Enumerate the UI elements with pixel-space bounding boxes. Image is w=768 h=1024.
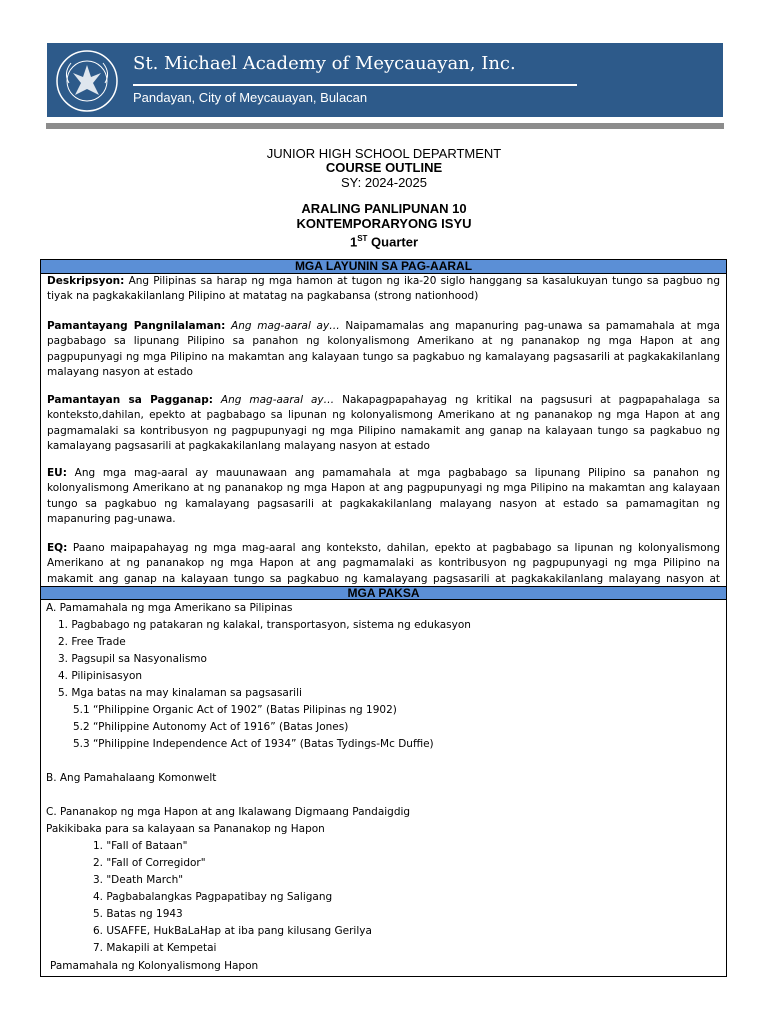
quarter-number: 1	[349, 234, 358, 250]
content-standard-label: Pamantayang Pangnilalaman:	[47, 320, 226, 332]
description-paragraph	[47, 274, 720, 305]
eu-paragraph	[47, 466, 720, 528]
subject-subtitle: KONTEMPORARYONG ISYU	[296, 216, 472, 231]
list-item: 5.2 “Philippine Autonomy Act of 1916” (Batas Jones)	[73, 721, 349, 733]
quarter-label	[0, 231, 768, 249]
list-item: 1. Pagbabago ng patakaran ng kalakal, transportasyon, sistema ng edukasyon	[58, 619, 471, 631]
topic-a: A. Pamamahala ng mga Amerikano sa Pilipinas	[46, 602, 293, 614]
eq-text: Paano maipapahayag ng mga mag-aaral ang konteksto, dahilan, epekto at pagbabago sa lipunan ng kolonyalismong Amerikano at ng pananakop ng mga Hapon at ang pagmamalaki as kontribusyon ng pagpupunyagi ng mga Pilipino na makamit ang ganap na kalayaan tungo sa pagkabuo ng kamalayang pagsasarili at pagkakakilanlang malayang nasyon at	[47, 542, 720, 585]
eu-text: Ang mga mag-aaral ay mauunawaan ang pamamahala at mga pagbabago sa lipunang Pilipino sa panahon ng kolonyalismong Amerikano at ng pananakop ng mga Hapon at ang pagpupunyagi ng mga Pilipino na makamtan ang kalayaan tungo sa pagkabuo ng kamalayang pagsasarili at pagkakakilanlang malayang nasyon at estado sa pamamagitan ng mapanuring pag-unawa.	[47, 467, 720, 526]
performance-standard-paragraph	[47, 393, 720, 455]
content-standard-lead: Ang mag-aaral ay…	[225, 320, 340, 332]
list-item: 4. Pagbabalangkas Pagpapatibay ng Saligang	[93, 891, 333, 903]
list-item: 3. "Death March"	[93, 874, 184, 886]
performance-standard-label: Pamantayan sa Pagganap:	[47, 394, 213, 406]
document-type: COURSE OUTLINE	[325, 160, 443, 175]
list-item: 3. Pagsupil sa Nasyonalismo	[58, 653, 207, 665]
list-item: 2. "Fall of Corregidor"	[93, 857, 206, 869]
objectives-heading: MGA LAYUNIN SA PAG-AARAL	[41, 260, 726, 274]
quarter-word: Quarter	[367, 234, 419, 250]
performance-standard-text: Nakapagpapahayag ng kritikal na pagsusuri at pagpapahalaga sa konteksto,dahilan, epekto at pagbabago sa lipunan ng kolonyalismong Amerikano at ng pananakop ng mga Hapon at ang pagmamalaki sa kontribusyon ng pagpupunyagi ng mga Pilipino namakamit ang ganap na kalayaan tungo sa pagkabuo ng kamalayang pagsasarili at pagkakakilanlang malayang nasyon at estado	[47, 394, 720, 453]
list-item: 4. Pilipinisasyon	[58, 670, 143, 682]
description-text: Ang Pilipinas sa harap ng mga hamon at tugon ng ika-20 siglo hanggang sa kasalukuyan tungo sa pagbuo ng tiyak na pagkakakilanlang Pilipino at matatag na pagkabansa (strong nationhood)	[47, 275, 720, 303]
eu-label: EU:	[47, 467, 67, 479]
description-label: Deskripsyon:	[47, 275, 125, 287]
quarter-superscript: ST	[357, 234, 368, 243]
school-address: Pandayan, City of Meycauayan, Bulacan	[133, 90, 368, 105]
school-name: St. Michael Academy of Meycauayan, Inc.	[133, 53, 516, 74]
subject-title: ARALING PANLIPUNAN 10	[301, 201, 467, 216]
content-standard-text: Naipamamalas ang mapanuring pag-unawa sa pamamahala at mga pagbabago sa lipunang Pilipino sa panahon ng kolonyalismong Amerikano at ng pananakop ng mga Hapon at ang pagpupunyagi ng mga Pilipino na makamtan ang kalayaan tungo sa pagkabuo ng kamalayang pagsasarili at pagkakakilanlang malayang nasyon at estado	[47, 320, 720, 379]
list-item: 6. USAFFE, HukBaLaHap at iba pang kilusang Gerilya	[93, 925, 372, 937]
list-item: 5.3 “Philippine Independence Act of 1934” (Batas Tydings-Mc Duffie)	[73, 738, 434, 750]
list-item: 2. Free Trade	[58, 636, 126, 648]
list-item: 5. Mga batas na may kinalaman sa pagsasarili	[58, 687, 302, 699]
topic-c: C. Pananakop ng mga Hapon at ang Ikalawang Digmaang Pandaigdig	[46, 806, 411, 818]
topic-b: B. Ang Pamahalaang Komonwelt	[46, 772, 217, 784]
department-title: JUNIOR HIGH SCHOOL DEPARTMENT	[266, 146, 502, 161]
school-banner	[47, 43, 723, 117]
list-item: 5. Batas ng 1943	[93, 908, 183, 920]
header-divider	[46, 123, 724, 129]
school-year: SY: 2024-2025	[340, 175, 428, 190]
list-item: 1. "Fall of Bataan"	[93, 840, 188, 852]
eq-label: EQ:	[47, 542, 68, 554]
performance-standard-lead: Ang mag-aaral ay…	[212, 394, 335, 406]
topic-c-last: Pamamahala ng Kolonyalismong Hapon	[50, 960, 259, 972]
topics-heading: MGA PAKSA	[41, 586, 726, 600]
list-item: 5.1 “Philippine Organic Act of 1902” (Batas Pilipinas ng 1902)	[73, 704, 397, 716]
banner-divider	[133, 84, 577, 86]
topic-c-subheading: Pakikibaka para sa kalayaan sa Pananakop ng Hapon	[46, 823, 325, 835]
school-seal-icon	[55, 49, 119, 113]
list-item: 7. Makapili at Kempetai	[93, 942, 217, 954]
course-outline-table	[40, 259, 727, 977]
content-standard-paragraph	[47, 319, 720, 381]
